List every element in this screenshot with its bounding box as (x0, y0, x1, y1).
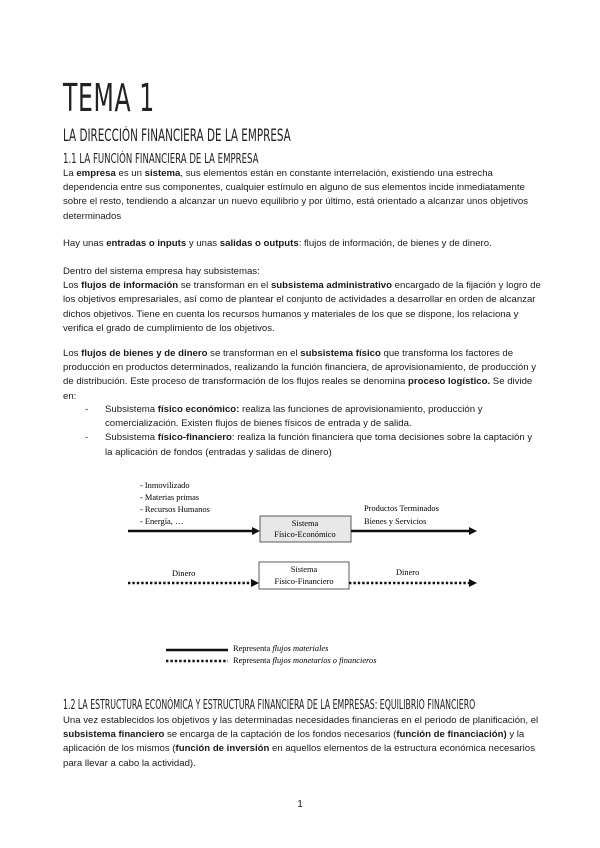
list-item-text: Subsistema físico económico: realiza las funciones de aprovisionamiento, producción y comercialización. Existen flujos de bienes físicos de entrada y de salida. (105, 404, 483, 430)
arrow-right-icon (252, 527, 260, 535)
diagram-output-item: Bienes y Servicios (364, 517, 427, 526)
page-number: 1 (297, 799, 303, 810)
subsystem-list (63, 403, 541, 460)
paragraph-subsistemas: Dentro del sistema empresa hay subsistemas: Los flujos de información se transforman en el subsistema administrativo encargado de la fijación y logro de los objetivos empresariales, así como de plantear el conjunto de actividades a desarrollar en orden de alcanzar dichos objetivos. Tiene en cuenta los recursos humanos y materiales de los que se dispone, los relaciona y verifica el grado de cumplimiento de los objetivos. (63, 266, 541, 334)
arrow-right-icon (469, 527, 477, 535)
paragraph-entradas-salidas: Hay unas entradas o inputs y unas salidas o outputs: flujos de información, de bienes y de dinero. (63, 238, 492, 249)
flow-diagram (120, 476, 480, 676)
legend-material: Representa flujos materiales (233, 644, 329, 653)
box2-line2: Físico-Financiero (274, 577, 334, 586)
money-out-label: Dinero (396, 568, 420, 577)
box1-line2: Físico-Económico (274, 530, 336, 539)
paragraph-subsistema-financiero: Una vez establecidos los objetivos y las determinadas necesidades financieras en el periodo de planificación, el subsistema financiero se encarga de la captación de los fondos necesarios (función de financiación) y la aplicación de los mismos (función de inversión en aquellos elementos de la estructura económica necesarios para llevar a cabo la actividad). (63, 715, 539, 769)
list-item-text: Subsistema físico-financiero: realiza la función financiera que toma decisiones sobre la captación y la aplicación de fondos (entradas y salidas de dinero) (105, 432, 533, 458)
box1-line1: Sistema (291, 519, 319, 528)
diagram-output-item: Productos Terminados (364, 504, 439, 513)
paragraph-empresa-sistema: La empresa es un sistema, sus elementos están en constante interrelación, existiendo una estrecha dependencia entre sus componentes, cualquier estímulo en alguno de sus elementos incide inmediatamente sobre el resto, tendiendo a alcanzar un nuevo equilibrio y por último, está orientado a alcanzar unos objetivos determinados (63, 168, 529, 222)
legend-monetary: Representa flujos monetarios o financieros (233, 656, 377, 665)
list-item: - Subsistema físico económico: realiza las funciones de aprovisionamiento, producción y comercialización. Existen flujos de bienes físicos de entrada y de salida. (85, 404, 483, 430)
diagram-input-item: - Recursos Humanos (140, 505, 210, 514)
money-in-label: Dinero (172, 569, 196, 578)
diagram-input-item: - Energía, … (140, 517, 184, 526)
arrow-right-icon (469, 579, 477, 587)
paragraph-flujos-bienes: Los flujos de bienes y de dinero se transforman en el subsistema físico que transforma los factores de producción en productos determinados, realizando la función financiera, de aprovisionamiento, de producción y de distribución. Este proceso de transformación de los flujos reales se denomina proceso logístico. Se divide en: (63, 348, 537, 402)
diagram-input-item: - Inmovilizado (140, 481, 190, 490)
list-item: - Subsistema físico-financiero: realiza la función financiera que toma decisiones sobre la captación y la aplicación de fondos (entradas y salidas de dinero) (85, 432, 533, 458)
section-heading-1-2: 1.2 LA ESTRUCTURA ECONÓMICA Y ESTRUCTURA FINANCIERA DE LA EMPRESAS: EQUILIBRIO FINANCIERO (63, 698, 476, 713)
section-heading-1-1: 1.1 LA FUNCIÓN FINANCIERA DE LA EMPRESA (63, 152, 259, 167)
arrow-right-icon (251, 579, 259, 587)
document-title: TEMA 1 (63, 76, 155, 120)
box2-line1: Sistema (290, 565, 318, 574)
chapter-title: LA DIRECCIÓN FINANCIERA DE LA EMPRESA (63, 126, 291, 145)
diagram-input-item: - Materias primas (140, 493, 200, 502)
